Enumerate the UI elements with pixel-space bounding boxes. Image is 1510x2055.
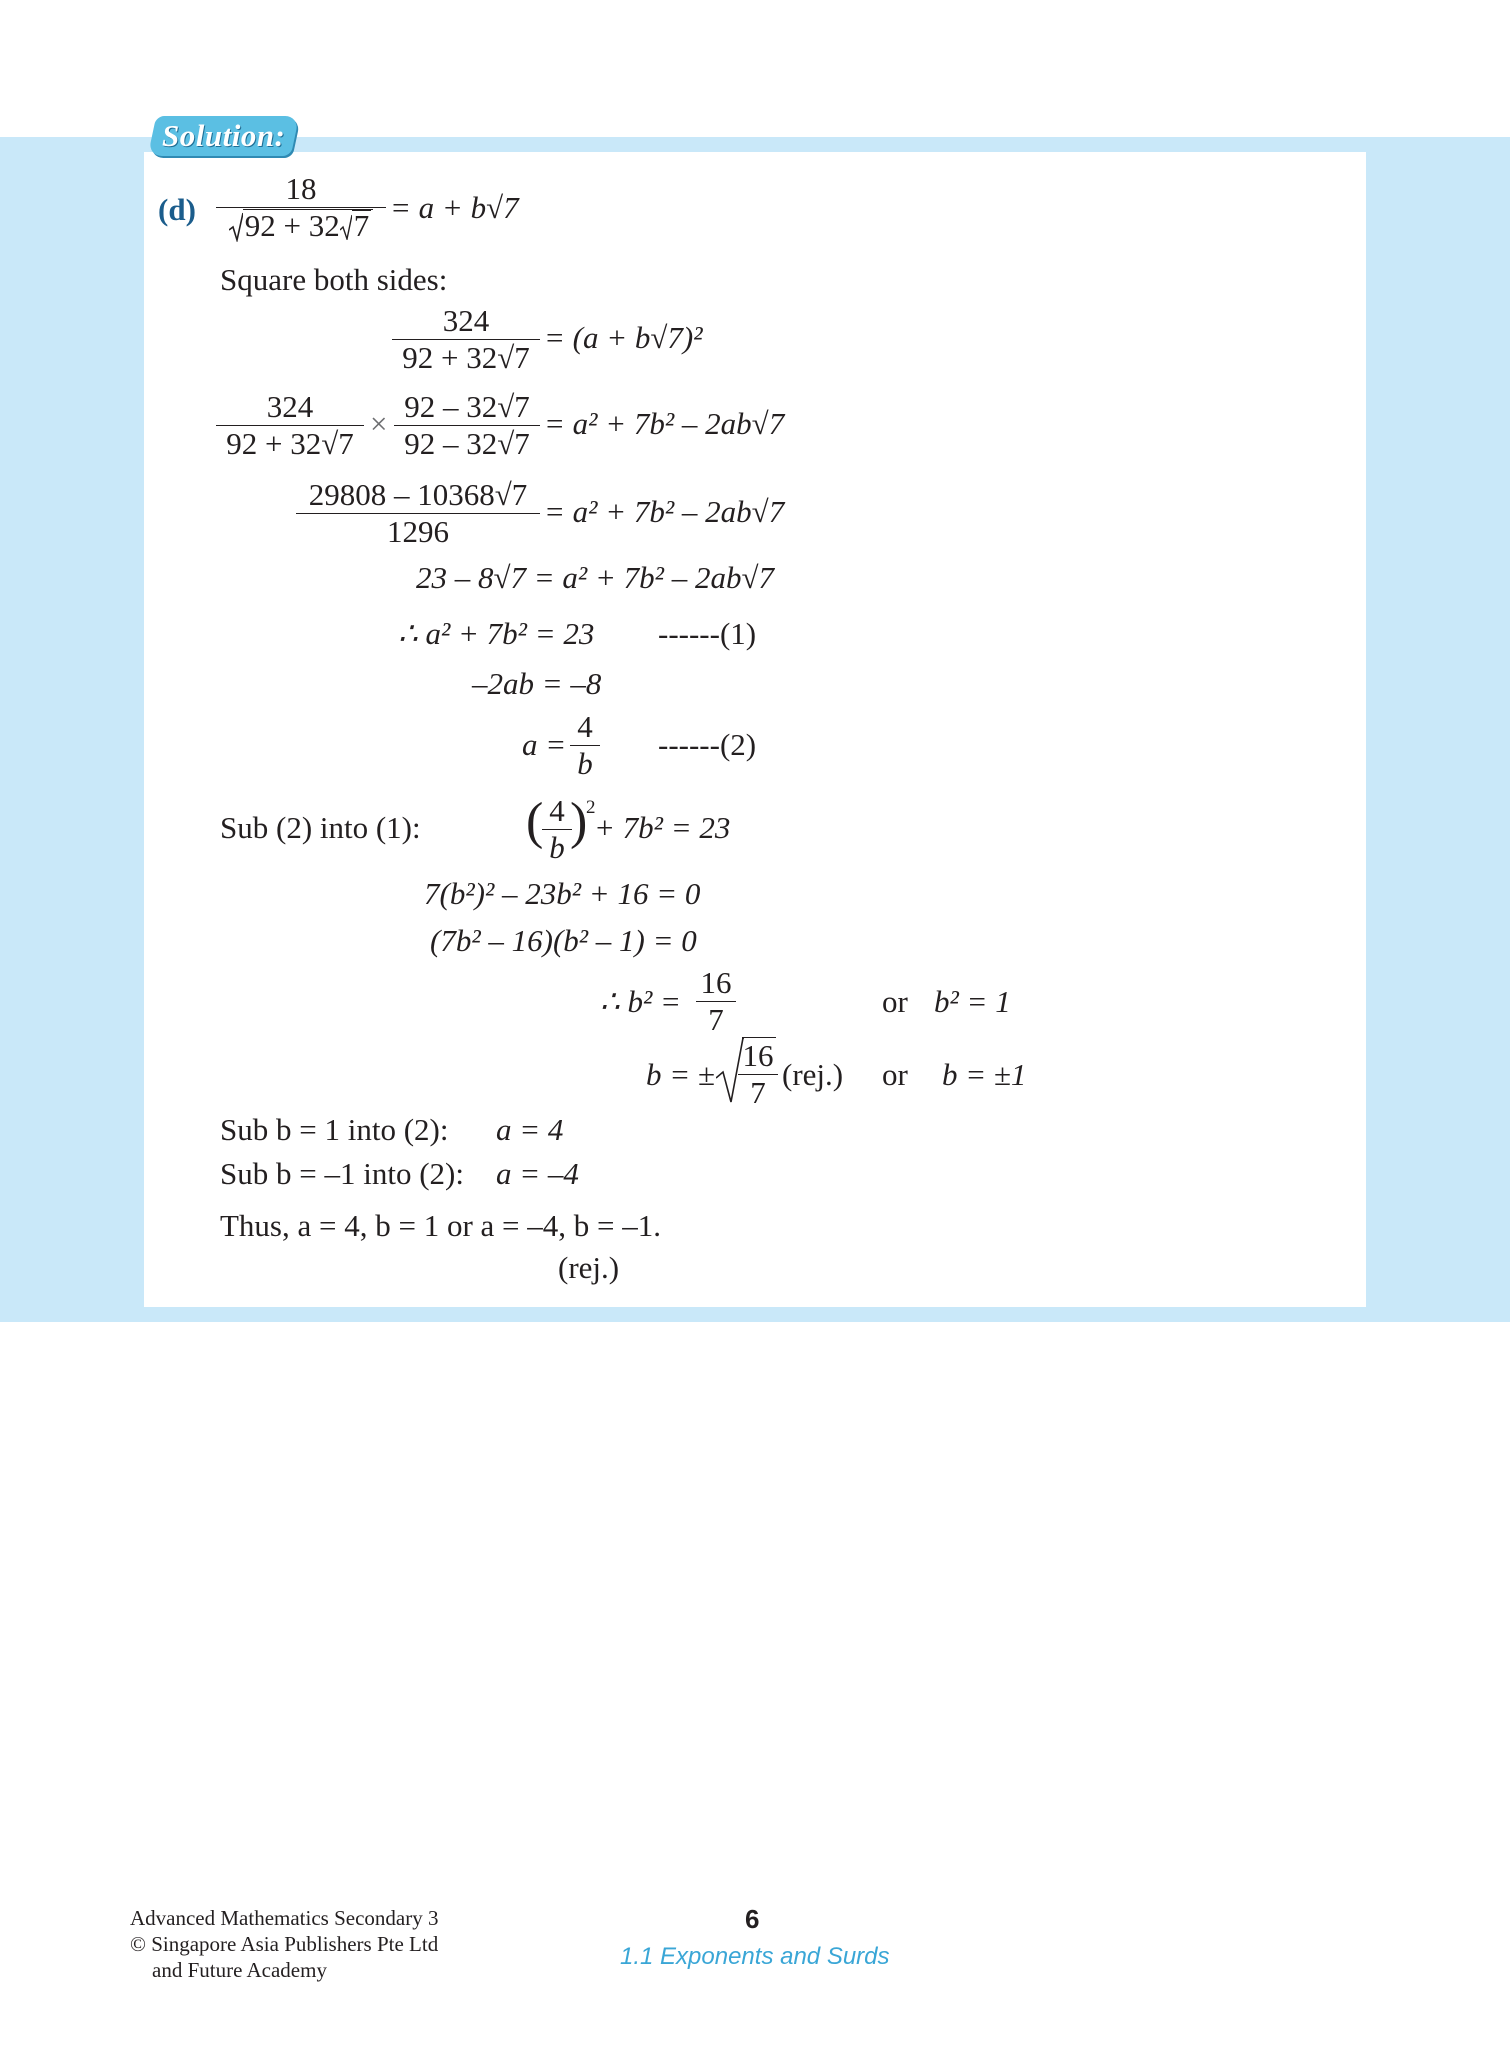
l10-equation: 7(b²)² – 23b² + 16 = 0 [424, 876, 701, 911]
l13-rej: (rej.) [782, 1057, 844, 1092]
sqrt-sign-icon [340, 214, 352, 240]
sub-b2-result: a = –4 [496, 1156, 579, 1191]
l13-or: or [882, 1057, 908, 1092]
page-number: 6 [745, 1904, 760, 1934]
l1-rhs: = a + b√7 [390, 190, 519, 225]
l2-rhs: = (a + b√7)² [544, 320, 703, 355]
l8-fraction: 4 b [570, 710, 600, 781]
l8-tag: ------(2) [658, 727, 757, 762]
footer-academy: and Future Academy [152, 1958, 327, 1982]
sqrt-sign-icon [229, 212, 243, 242]
sub-b1-result: a = 4 [496, 1112, 564, 1147]
square-both-sides: Square both sides: [220, 262, 448, 297]
l3-fraction-1: 324 92 + 32√7 [216, 390, 364, 461]
times-sign: × [370, 406, 388, 441]
l9-fraction: 4 b [542, 794, 572, 865]
l1-numerator: 18 [285, 171, 317, 206]
l12-alt: b² = 1 [934, 984, 1011, 1019]
l7-equation: –2ab = –8 [472, 666, 602, 701]
section-title: 1.1 Exponents and Surds [620, 1943, 890, 1970]
l9-rest: + 7b² = 23 [594, 810, 731, 845]
footer-book-title: Advanced Mathematics Secondary 3 [130, 1906, 439, 1930]
l12-lhs: ∴ b² = [600, 984, 681, 1019]
l13-alt: b = ±1 [942, 1057, 1027, 1092]
l1-fraction [216, 172, 386, 243]
l12-or: or [882, 984, 908, 1019]
conclusion: Thus, a = 4, b = 1 or a = –4, b = –1. [220, 1208, 662, 1243]
footer-publisher: © Singapore Asia Publishers Pte Ltd [130, 1932, 439, 1956]
l8-lhs: a = [522, 727, 567, 762]
l3-fraction-2: 92 – 32√7 92 – 32√7 [394, 390, 540, 461]
l13-lhs: b = ± [646, 1057, 715, 1092]
paren-close: ) [570, 793, 588, 850]
part-label: (d) [158, 192, 196, 227]
sub-b2-label: Sub b = –1 into (2): [220, 1156, 464, 1191]
solution-badge [148, 116, 300, 156]
l5-equation: 23 – 8√7 = a² + 7b² – 2ab√7 [416, 560, 774, 595]
l4-fraction: 29808 – 10368√7 1296 [296, 478, 540, 549]
paren-open: ( [526, 793, 544, 850]
l1-denominator: 92 + 32 7 [216, 209, 386, 243]
l11-equation: (7b² – 16)(b² – 1) = 0 [430, 923, 697, 958]
l13-fraction: 16 7 [738, 1039, 778, 1110]
sub-2-into-1-label: Sub (2) into (1): [220, 810, 421, 845]
l6-tag: ------(1) [658, 616, 757, 651]
l12-fraction: 16 7 [696, 966, 736, 1037]
l4-rhs: = a² + 7b² – 2ab√7 [544, 494, 785, 529]
l2-fraction: 324 92 + 32√7 [392, 304, 540, 375]
conclusion-rej: (rej.) [558, 1250, 620, 1285]
solution-badge-text: Solution: [162, 118, 286, 153]
paren-exponent: 2 [586, 797, 596, 818]
sub-b1-label: Sub b = 1 into (2): [220, 1112, 449, 1147]
l6-equation: ∴ a² + 7b² = 23 [398, 616, 595, 651]
l3-rhs: = a² + 7b² – 2ab√7 [544, 406, 785, 441]
